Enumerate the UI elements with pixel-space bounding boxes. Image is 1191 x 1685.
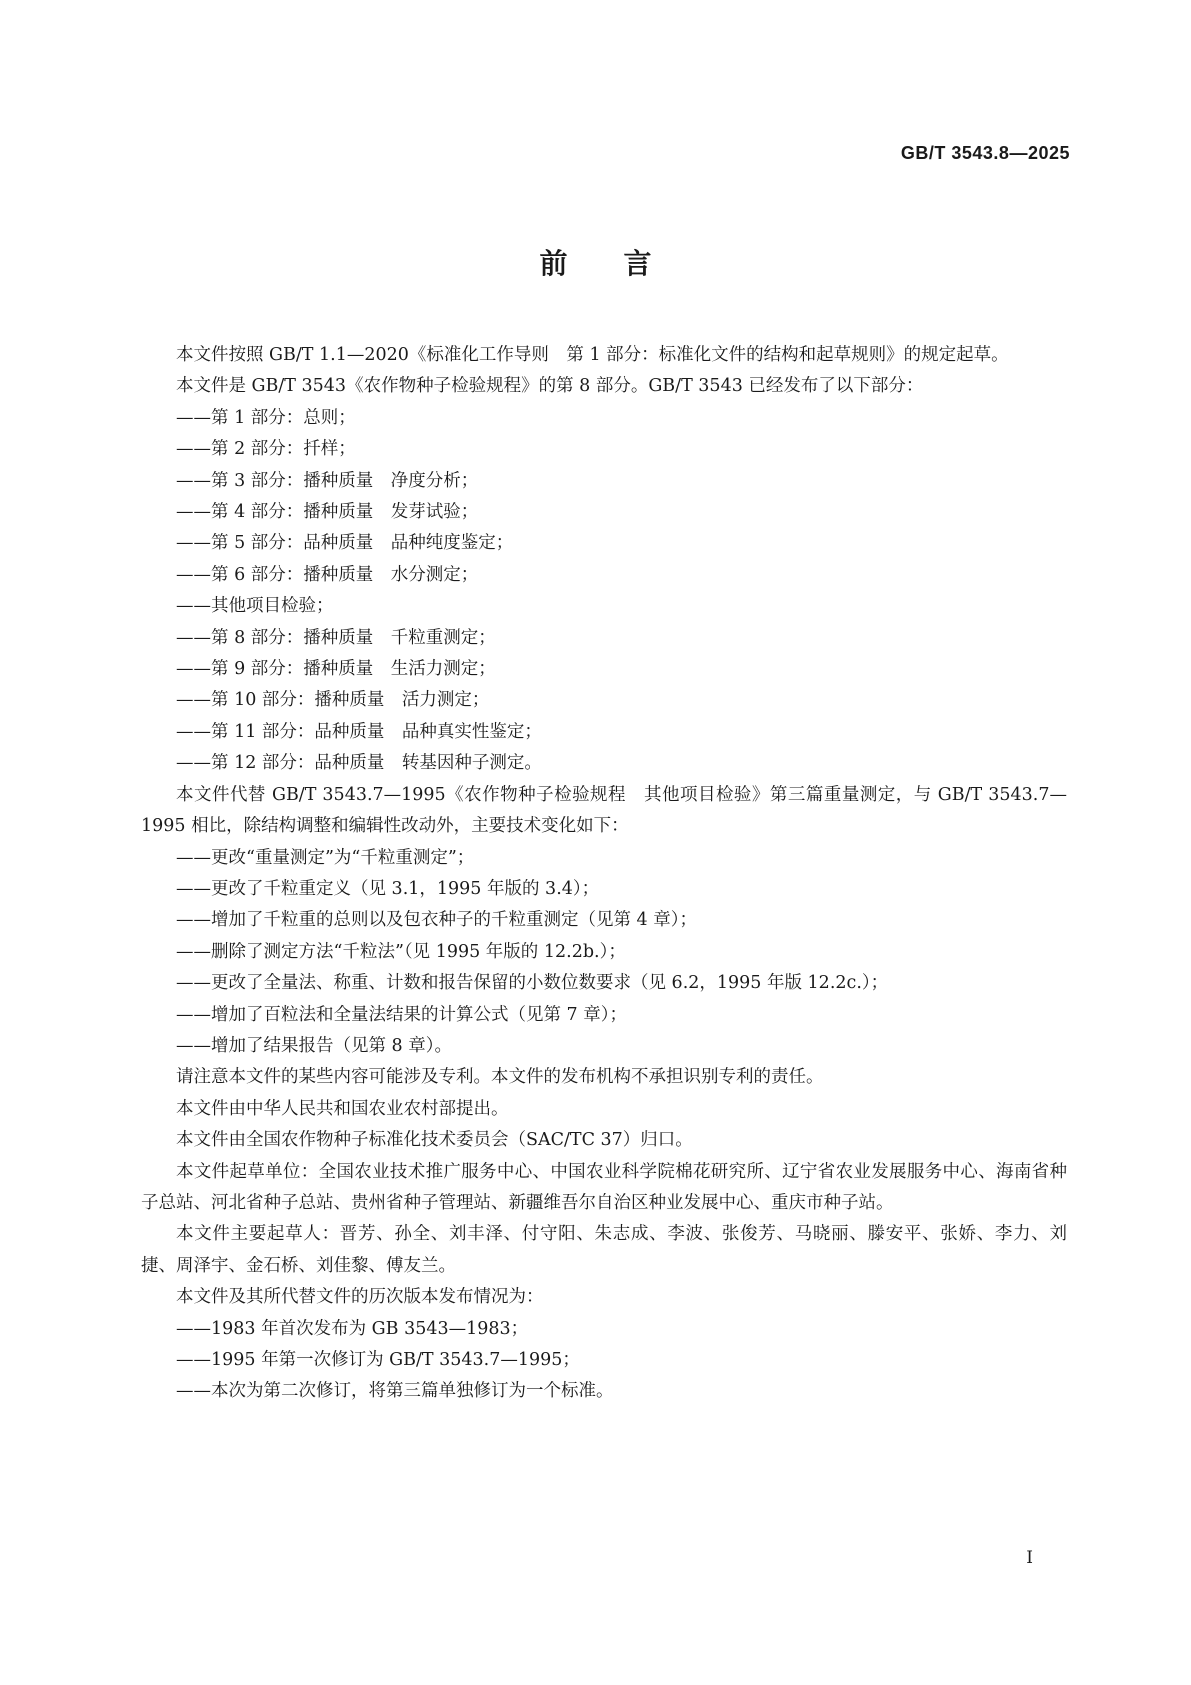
list-item: ——第 12 部分：品种质量 转基因种子测定。 [176, 753, 542, 774]
list-item: ——其他项目检验； [176, 596, 334, 617]
paragraph: 本文件及其所代替文件的历次版本发布情况为： [176, 1287, 544, 1308]
list-item: ——1995 年第一次修订为 GB/T 3543.7—1995； [176, 1350, 580, 1370]
paragraph: 本文件主要起草人：晋芳、孙全、刘丰泽、付守阳、朱志成、李波、张俊芳、马晓丽、滕安平、张娇、李力、刘捷、周泽宇、金石桥、刘佳黎、傅友兰。 [141, 1224, 1067, 1276]
foreword-body [141, 340, 1067, 1408]
paragraph: 请注意本文件的某些内容可能涉及专利。本文件的发布机构不承担识别专利的责任。 [176, 1067, 824, 1088]
list-item: ——第 10 部分：播种质量 活力测定； [176, 690, 490, 711]
list-item: ——第 4 部分：播种质量 发芽试验； [176, 502, 479, 523]
list-item: ——第 5 部分：品种质量 品种纯度鉴定； [176, 533, 514, 554]
list-item: ——1983 年首次发布为 GB 3543—1983； [176, 1318, 529, 1339]
page-number: I [1026, 1548, 1033, 1568]
list-item: ——第 8 部分：播种质量 千粒重测定； [176, 627, 496, 648]
paragraph: 本文件是 GB/T 3543《农作物种子检验规程》的第 8 部分。GB/T 3543 已经发布了以下部分： [176, 376, 924, 397]
paragraph: 本文件由中华人民共和国农业农村部提出。 [176, 1098, 509, 1119]
list-item: ——第 6 部分：播种质量 水分测定； [176, 564, 479, 585]
page-title: 前言 [539, 247, 708, 280]
standard-number: GB/T 3543.8—2025 [900, 143, 1070, 163]
list-item: ——第 2 部分：扦样； [176, 439, 356, 460]
list-item: ——增加了千粒重的总则以及包衣种子的千粒重测定（见第 4 章）； [176, 910, 698, 931]
list-item: ——本次为第二次修订，将第三篇单独修订为一个标准。 [176, 1381, 614, 1402]
list-item: ——更改了千粒重定义（见 3.1，1995 年版的 3.4）； [176, 878, 600, 899]
list-item: ——第 3 部分：播种质量 净度分析； [176, 470, 479, 491]
list-item: ——更改了全量法、称重、计数和报告保留的小数位数要求（见 6.2，1995 年版 12.2c.）； [176, 973, 889, 994]
paragraph: 本文件起草单位：全国农业技术推广服务中心、中国农业科学院棉花研究所、辽宁省农业发展服务中心、海南省种子总站、河北省种子总站、贵州省种子管理站、新疆维吾尔自治区种业发展中心、重庆市种子站。 [141, 1161, 1067, 1213]
list-item: ——更改“重量测定”为“千粒重测定”； [176, 847, 475, 868]
paragraph: 本文件按照 GB/T 1.1—2020《标准化工作导则 第 1 部分：标准化文件的结构和起草规则》的规定起草。 [176, 345, 1009, 365]
list-item: ——第 1 部分：总则； [176, 407, 356, 428]
paragraph: 本文件代替 GB/T 3543.7—1995《农作物种子检验规程 其他项目检验》第三篇重量测定，与 GB/T 3543.7—1995 相比，除结构调整和编辑性改动外，主要技术变化如下： [141, 784, 1067, 837]
paragraph: 本文件由全国农作物种子标准化技术委员会（SAC/TC 37）归口。 [176, 1130, 693, 1151]
list-item: ——增加了结果报告（见第 8 章）。 [176, 1035, 453, 1056]
list-item: ——第 9 部分：播种质量 生活力测定； [176, 659, 496, 680]
list-item: ——第 11 部分：品种质量 品种真实性鉴定； [176, 721, 542, 742]
list-item: ——增加了百粒法和全量法结果的计算公式（见第 7 章）； [176, 1004, 628, 1025]
list-item: ——删除了测定方法“千粒法”（见 1995 年版的 12.2b.）； [176, 941, 626, 962]
